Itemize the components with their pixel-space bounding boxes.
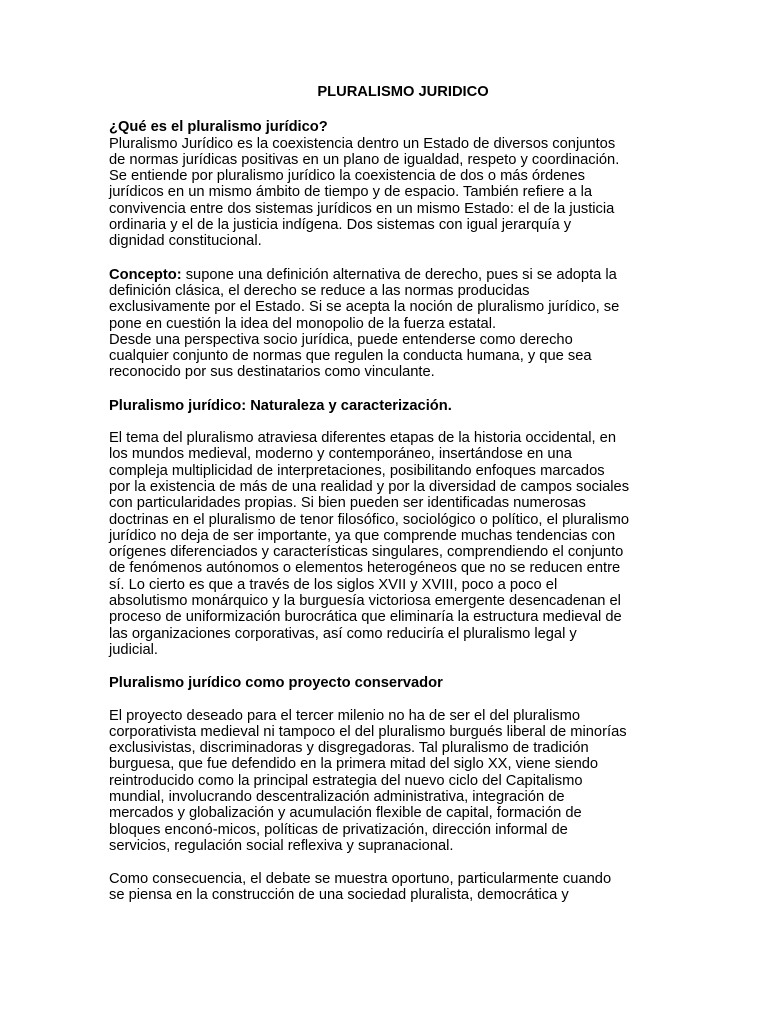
section-consecuencia [109, 871, 669, 904]
paragraph-line: burguesa, que fue defendido en la primera mitad del siglo XX, viene siendo [109, 756, 599, 773]
paragraph-line: servicios, regulación social reflexiva y supranacional. [109, 837, 454, 854]
section-conservador [109, 675, 669, 854]
paragraph-line [109, 267, 669, 283]
paragraph-line: las organizaciones corporativas, así como reduciría el pluralismo legal y [109, 625, 577, 642]
paragraph-line: pone en cuestión la idea del monopolio de la fuerza estatal. [109, 315, 497, 332]
paragraph-line: de fenómenos autónomos o elementos heterogéneos que no se reducen entre [109, 560, 621, 577]
paragraph-line: exclusivistas, discriminadoras y disgregadoras. Tal pluralismo de tradición [109, 740, 589, 757]
paragraph-line: jurídicos en un mismo ámbito de tiempo y de espacio. También refiere a la [109, 184, 593, 201]
paragraph-line: Desde una perspectiva socio jurídica, puede entenderse como derecho [109, 331, 573, 348]
paragraph-line: doctrinas en el pluralismo de tenor filosófico, sociológico o político, el pluralismo [109, 511, 630, 528]
paragraph-line: reintroducido como la principal estrategia del nuevo ciclo del Capitalismo [109, 772, 583, 789]
spacer [109, 692, 669, 708]
paragraph-line: mercados y globalización y acumulación flexible de capital, formación de [109, 805, 582, 822]
section-naturaleza [109, 398, 669, 658]
paragraph-line: El proyecto deseado para el tercer milenio no ha de ser el del pluralismo [109, 707, 581, 724]
paragraph-line: dignidad constitucional. [109, 233, 262, 250]
paragraph-line: cualquier conjunto de normas que regulen la conducta humana, y que sea [109, 348, 592, 365]
document-page [109, 84, 669, 921]
paragraph-line: El tema del pluralismo atraviesa diferentes etapas de la historia occidental, en [109, 430, 616, 447]
paragraph-line: de normas jurídicas positivas en un plano de igualdad, respeto y coordinación. [109, 151, 620, 168]
paragraph-line: se piensa en la construcción de una sociedad pluralista, democrática y [109, 887, 569, 904]
paragraph-line: por la existencia de más de una realidad y por la diversidad de campos sociales [109, 478, 630, 495]
paragraph-line: los mundos medieval, moderno y contemporáneo, insertándose en una [109, 446, 572, 463]
paragraph-line: sí. Lo cierto es que a través de los siglos XVII y XVIII, poco a poco el [109, 576, 558, 593]
section-heading-conservador: Pluralismo jurídico como proyecto conservador [109, 675, 443, 692]
section-heading-naturaleza: Pluralismo jurídico: Naturaleza y caracterización. [109, 397, 452, 414]
concepto-first-line: supone una definición alternativa de derecho, pues si se adopta la [181, 266, 617, 283]
paragraph-line: convivencia entre dos sistemas jurídicos en un mismo Estado: el de la justicia [109, 200, 615, 217]
paragraph-line: con particularidades propias. Si bien pueden ser identificadas numerosas [109, 495, 586, 512]
paragraph-line: Pluralismo Jurídico es la coexistencia dentro un Estado de diversos conjuntos [109, 135, 616, 152]
paragraph-line: corporativista medieval ni tampoco el del pluralismo burgués liberal de minorías [109, 723, 627, 740]
paragraph-line: orígenes diferenciados y características singulares, comprendiendo el conjunto [109, 544, 624, 561]
concepto-label: Concepto: [109, 266, 182, 283]
paragraph-line: Como consecuencia, el debate se muestra oportuno, particularmente cuando [109, 871, 612, 888]
paragraph-line: judicial. [109, 641, 158, 658]
document-title: PLURALISMO JURIDICO [317, 84, 489, 100]
paragraph-line: exclusivamente por el Estado. Si se acepta la noción de pluralismo jurídico, se [109, 299, 620, 316]
section-que-es [109, 119, 669, 249]
section-concepto [109, 267, 669, 381]
spacer [109, 414, 669, 430]
paragraph-line: absolutismo monárquico y la burguesía victoriosa emergente desencadenan el [109, 593, 621, 610]
paragraph-line: mundial, involucrando descentralización administrativa, integración de [109, 788, 565, 805]
paragraph-line: proceso de uniformización burocrática que eliminaría la estructura medieval de [109, 609, 622, 626]
paragraph-line: reconocido por sus destinatarios como vinculante. [109, 364, 435, 381]
section-heading-que-es: ¿Qué es el pluralismo jurídico? [109, 119, 328, 136]
paragraph-line: Se entiende por pluralismo jurídico la coexistencia de dos o más órdenes [109, 168, 585, 185]
paragraph-line: definición clásica, el derecho se reduce a las normas producidas [109, 282, 530, 299]
paragraph-line: ordinaria y el de la justicia indígena. Dos sistemas con igual jerarquía y [109, 217, 572, 234]
paragraph-line: bloques enconó-micos, políticas de privatización, dirección informal de [109, 821, 568, 838]
paragraph-line: jurídico no deja de ser importante, ya que comprende muchas tendencias con [109, 527, 616, 544]
paragraph-line: compleja multiplicidad de interpretaciones, posibilitando enfoques marcados [109, 462, 605, 479]
